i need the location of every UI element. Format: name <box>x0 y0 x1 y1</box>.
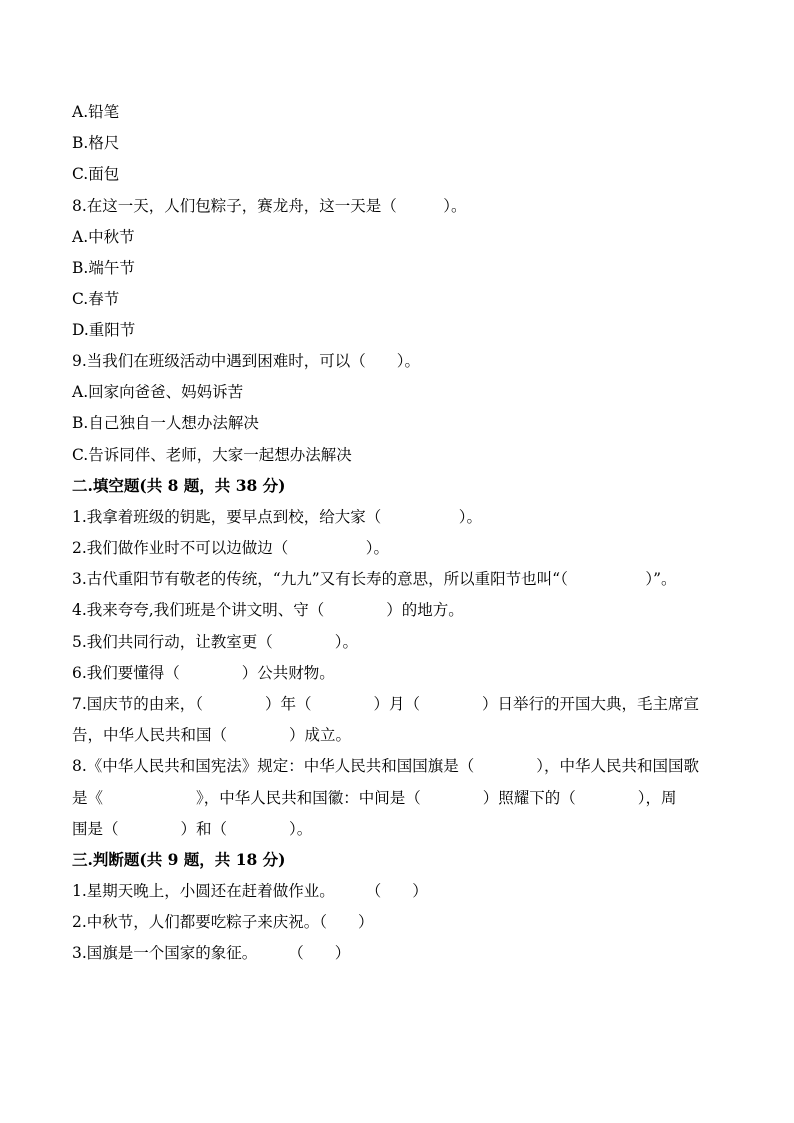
fill-question-6: 6.我们要懂得（ ）公共财物。 <box>72 664 335 682</box>
fill-question-3: 3.古代重阳节有敬老的传统，“九九”又有长寿的意思，所以重阳节也叫“（ ）”。 <box>72 570 677 588</box>
judge-question-1: 1.星期天晚上，小圆还在赶着做作业。 （ ） <box>72 882 428 900</box>
question-9-option-b: B.自己独自一人想办法解决 <box>72 414 259 432</box>
question-9-option-c: C.告诉同伴、老师，大家一起想办法解决 <box>72 446 352 464</box>
fill-question-4: 4.我来夸夸,我们班是个讲文明、守（ ）的地方。 <box>72 601 464 619</box>
question-9-option-a: A.回家向爸爸、妈妈诉苦 <box>72 383 244 401</box>
fill-question-8-line-1: 8.《中华人民共和国宪法》规定：中华人民共和国国旗是（ ），中华人民共和国国歌 <box>72 757 700 775</box>
section-heading-fill-in: 二.填空题(共 8 题，共 38 分) <box>72 476 286 495</box>
question-8-option-b: B.端午节 <box>72 259 135 277</box>
section-heading-true-false: 三.判断题(共 9 题，共 18 分) <box>72 850 286 869</box>
fill-question-7-line-1: 7.国庆节的由来，（ ）年（ ）月（ ）日举行的开国大典，毛主席宣 <box>72 695 700 713</box>
judge-question-3: 3.国旗是一个国家的象征。 （ ） <box>72 944 351 962</box>
option-c-bread: C.面包 <box>72 165 120 183</box>
fill-question-8-line-2: 是《 》，中华人民共和国徽：中间是（ ）照耀下的（ ），周 <box>72 789 677 807</box>
option-b-ruler: B.格尺 <box>72 134 120 152</box>
fill-question-2: 2.我们做作业时不可以边做边（ ）。 <box>72 539 390 557</box>
judge-question-2: 2.中秋节，人们都要吃粽子来庆祝。（ ） <box>72 913 374 931</box>
fill-question-5: 5.我们共同行动，让教室更（ ）。 <box>72 633 359 651</box>
question-8: 8.在这一天，人们包粽子，赛龙舟，这一天是（ ）。 <box>72 197 467 215</box>
option-a-pencil: A.铅笔 <box>72 103 120 121</box>
fill-question-7-line-2: 告，中华人民共和国（ ）成立。 <box>72 726 352 744</box>
question-8-option-d: D.重阳节 <box>72 321 136 339</box>
fill-question-1: 1.我拿着班级的钥匙，要早点到校，给大家（ ）。 <box>72 508 483 526</box>
question-9: 9.当我们在班级活动中遇到困难时，可以（ ）。 <box>72 352 421 370</box>
fill-question-8-line-3: 围是（ ）和（ ）。 <box>72 820 313 838</box>
question-8-option-a: A.中秋节 <box>72 228 135 246</box>
question-8-option-c: C.春节 <box>72 290 120 308</box>
